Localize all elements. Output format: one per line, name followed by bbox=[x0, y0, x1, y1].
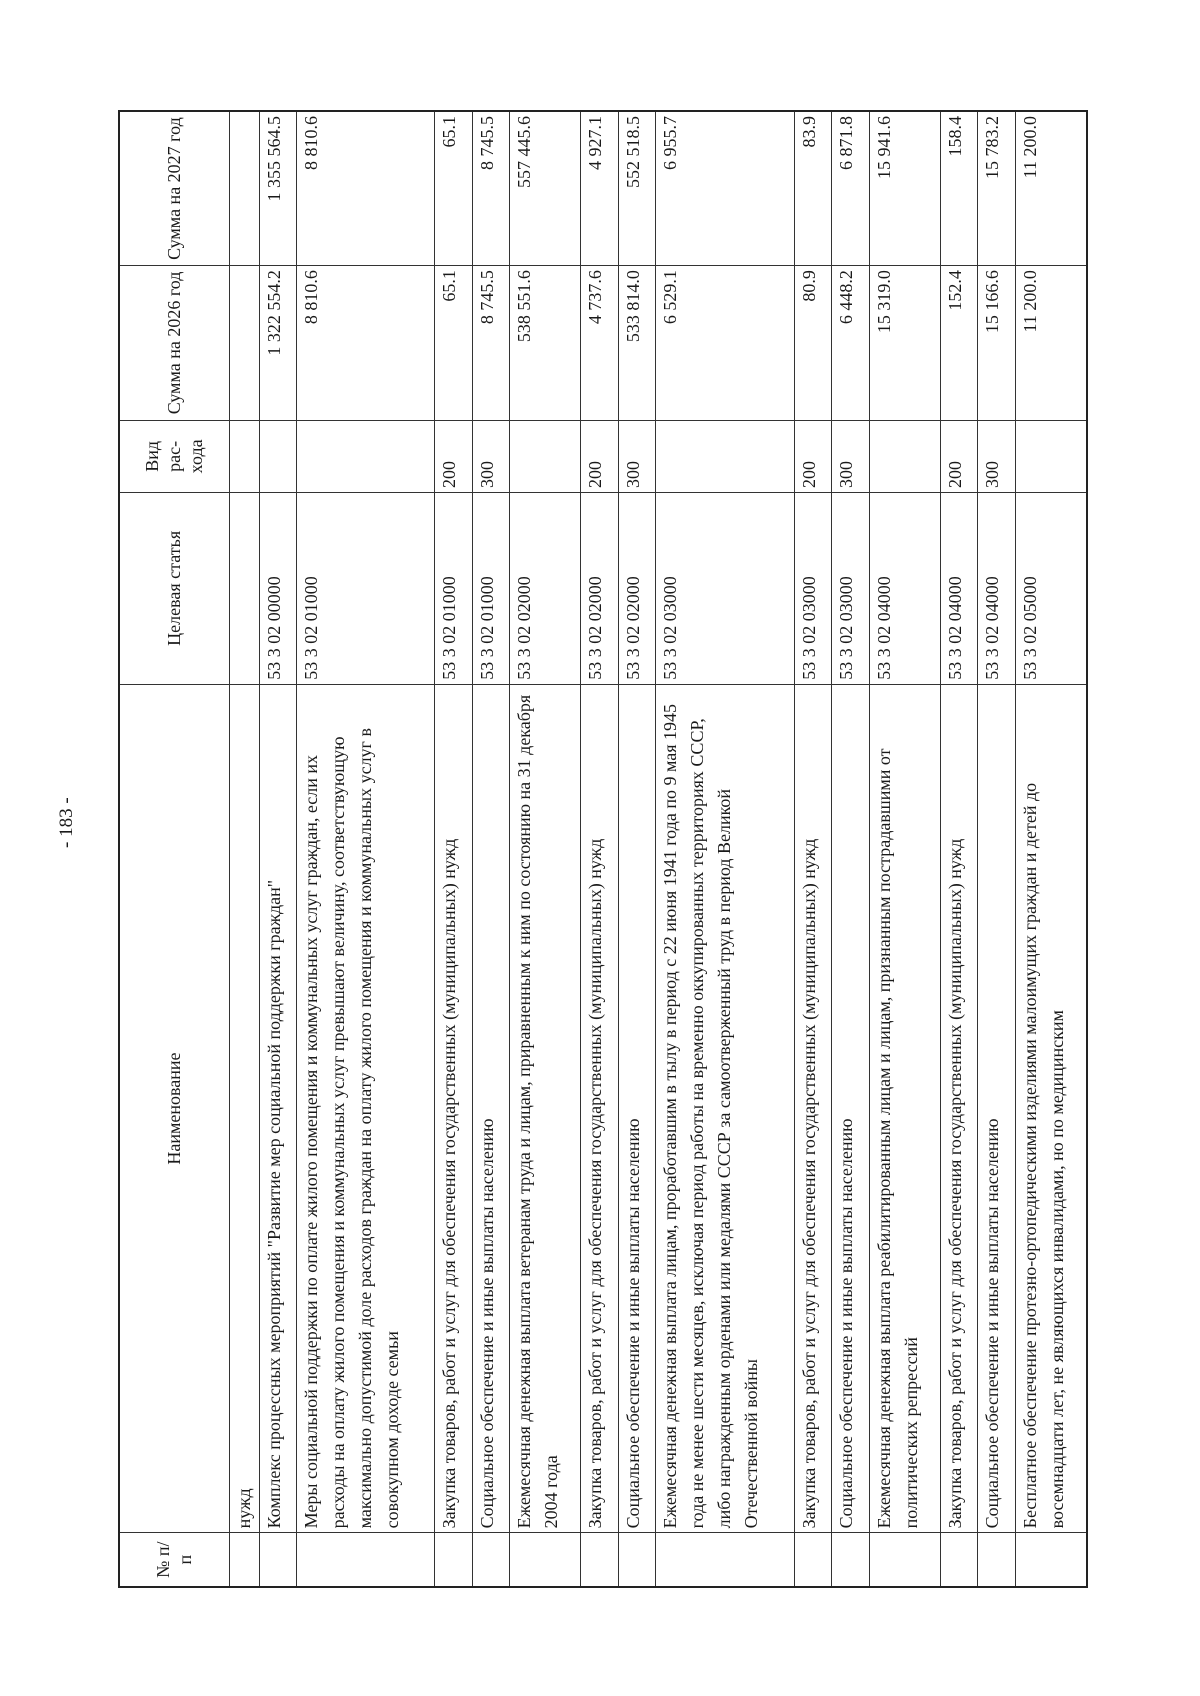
row-sum-2026: 6 529.1 bbox=[656, 266, 795, 421]
header-sum-2027: Сумма на 2027 год bbox=[119, 111, 229, 266]
table-row bbox=[510, 111, 581, 1587]
row-sum-2026: 8 745.5 bbox=[472, 266, 509, 421]
row-name: Социальное обеспечение и иные выплаты населению bbox=[978, 684, 1015, 1533]
row-num bbox=[229, 1533, 259, 1587]
row-vid: 300 bbox=[618, 420, 655, 492]
row-num bbox=[618, 1533, 655, 1587]
page-number: - 183 - bbox=[56, 797, 77, 848]
row-vid bbox=[296, 420, 435, 492]
row-sum-2026: 15 166.6 bbox=[978, 266, 1015, 421]
row-num bbox=[656, 1533, 795, 1587]
row-sum-2027: 552 518.5 bbox=[618, 111, 655, 266]
row-sum-2026: 11 200.0 bbox=[1015, 266, 1087, 421]
row-vid bbox=[259, 420, 296, 492]
row-vid: 200 bbox=[581, 420, 618, 492]
row-sum-2026: 152.4 bbox=[940, 266, 977, 421]
row-name: Закупка товаров, работ и услуг для обеспечения государственных (муниципальных) нужд bbox=[794, 684, 831, 1533]
row-vid bbox=[1015, 420, 1087, 492]
row-name: Меры социальной поддержки по оплате жилого помещения и коммунальных услуг граждан, если их расходы на оплату жилого помещения и коммунальных услуг превышают величину, соответствующую максимально допустимой доле расходов граждан на оплату жилого помещения и коммунальных услуг в совокупном доходе семьи bbox=[296, 684, 435, 1533]
row-num bbox=[435, 1533, 472, 1587]
row-num bbox=[869, 1533, 940, 1587]
row-sum-2027: 83.9 bbox=[794, 111, 831, 266]
row-sum-2027: 6 871.8 bbox=[832, 111, 869, 266]
row-name: Ежемесячная денежная выплата лицам, проработавшим в тылу в период с 22 июня 1941 года по 9 мая 1945 года не менее шести месяцев, исключая период работы на временно оккупированных территориях СССР, либо награжденным орденами или медалями СССР за самоотверженный труд в период Великой Отечественной войны bbox=[656, 684, 795, 1533]
row-sum-2026: 8 810.6 bbox=[296, 266, 435, 421]
row-name: Ежемесячная денежная выплата реабилитированным лицам и лицам, признанным пострадавшими от политических репрессий bbox=[869, 684, 940, 1533]
table-row bbox=[978, 111, 1015, 1587]
row-name: Закупка товаров, работ и услуг для обеспечения государственных (муниципальных) нужд bbox=[581, 684, 618, 1533]
row-sum-2027: 65.1 bbox=[435, 111, 472, 266]
row-name: Закупка товаров, работ и услуг для обеспечения государственных (муниципальных) нужд bbox=[940, 684, 977, 1533]
row-sum-2026: 4 737.6 bbox=[581, 266, 618, 421]
row-vid bbox=[510, 420, 581, 492]
row-sum-2027: 8 810.6 bbox=[296, 111, 435, 266]
row-name: Закупка товаров, работ и услуг для обеспечения государственных (муниципальных) нужд bbox=[435, 684, 472, 1533]
row-sum-2026: 533 814.0 bbox=[618, 266, 655, 421]
table-row bbox=[296, 111, 435, 1587]
row-code: 53 3 02 03000 bbox=[656, 492, 795, 684]
row-num bbox=[581, 1533, 618, 1587]
row-name: нужд bbox=[229, 684, 259, 1533]
table-row bbox=[832, 111, 869, 1587]
table-row bbox=[869, 111, 940, 1587]
row-code: 53 3 02 04000 bbox=[940, 492, 977, 684]
table-row bbox=[259, 111, 296, 1587]
row-code: 53 3 02 02000 bbox=[581, 492, 618, 684]
row-sum-2026: 15 319.0 bbox=[869, 266, 940, 421]
row-vid: 200 bbox=[435, 420, 472, 492]
row-code: 53 3 02 01000 bbox=[296, 492, 435, 684]
row-num bbox=[794, 1533, 831, 1587]
row-name: Социальное обеспечение и иные выплаты населению bbox=[472, 684, 509, 1533]
row-sum-2027: 4 927.1 bbox=[581, 111, 618, 266]
row-sum-2026: 1 322 554.2 bbox=[259, 266, 296, 421]
row-sum-2027 bbox=[229, 111, 259, 266]
row-name: Социальное обеспечение и иные выплаты населению bbox=[832, 684, 869, 1533]
row-code: 53 3 02 03000 bbox=[794, 492, 831, 684]
row-sum-2027: 15 783.2 bbox=[978, 111, 1015, 266]
row-sum-2026: 65.1 bbox=[435, 266, 472, 421]
row-code: 53 3 02 05000 bbox=[1015, 492, 1087, 684]
table-row bbox=[618, 111, 655, 1587]
row-num bbox=[1015, 1533, 1087, 1587]
row-code: 53 3 02 02000 bbox=[618, 492, 655, 684]
row-num bbox=[259, 1533, 296, 1587]
row-sum-2026: 538 551.6 bbox=[510, 266, 581, 421]
table-row bbox=[435, 111, 472, 1587]
row-code: 53 3 02 01000 bbox=[435, 492, 472, 684]
header-vid: Вид рас-хода bbox=[119, 420, 229, 492]
row-num bbox=[940, 1533, 977, 1587]
table-row bbox=[581, 111, 618, 1587]
row-sum-2027: 8 745.5 bbox=[472, 111, 509, 266]
row-vid bbox=[656, 420, 795, 492]
rotated-table-container bbox=[118, 110, 1088, 1588]
header-target: Целевая статья bbox=[119, 492, 229, 684]
table-row bbox=[472, 111, 509, 1587]
row-vid: 300 bbox=[832, 420, 869, 492]
budget-table bbox=[118, 110, 1088, 1588]
header-num: № п/п bbox=[119, 1533, 229, 1587]
row-sum-2026: 80.9 bbox=[794, 266, 831, 421]
row-num bbox=[832, 1533, 869, 1587]
row-sum-2027: 6 955.7 bbox=[656, 111, 795, 266]
table-row bbox=[229, 111, 259, 1587]
row-sum-2027: 557 445.6 bbox=[510, 111, 581, 266]
row-code: 53 3 02 02000 bbox=[510, 492, 581, 684]
row-code: 53 3 02 04000 bbox=[978, 492, 1015, 684]
row-num bbox=[296, 1533, 435, 1587]
row-num bbox=[510, 1533, 581, 1587]
table-row bbox=[1015, 111, 1087, 1587]
row-num bbox=[978, 1533, 1015, 1587]
row-sum-2027: 11 200.0 bbox=[1015, 111, 1087, 266]
table-header-row bbox=[119, 111, 229, 1587]
row-vid: 300 bbox=[472, 420, 509, 492]
row-num bbox=[472, 1533, 509, 1587]
row-name: Бесплатное обеспечение протезно-ортопедическими изделиями малоимущих граждан и детей до восемнадцати лет, не являющихся инвалидами, но по медицинским bbox=[1015, 684, 1087, 1533]
row-code: 53 3 02 00000 bbox=[259, 492, 296, 684]
table-row bbox=[656, 111, 795, 1587]
row-vid bbox=[229, 420, 259, 492]
row-sum-2026: 6 448.2 bbox=[832, 266, 869, 421]
row-sum-2027: 158.4 bbox=[940, 111, 977, 266]
row-name: Ежемесячная денежная выплата ветеранам труда и лицам, приравненным к ним по состоянию на 31 декабря 2004 года bbox=[510, 684, 581, 1533]
row-code: 53 3 02 04000 bbox=[869, 492, 940, 684]
row-sum-2026 bbox=[229, 266, 259, 421]
row-code: 53 3 02 03000 bbox=[832, 492, 869, 684]
row-code bbox=[229, 492, 259, 684]
header-name: Наименование bbox=[119, 684, 229, 1533]
header-sum-2026: Сумма на 2026 год bbox=[119, 266, 229, 421]
table-row bbox=[940, 111, 977, 1587]
row-sum-2027: 15 941.6 bbox=[869, 111, 940, 266]
row-name: Социальное обеспечение и иные выплаты населению bbox=[618, 684, 655, 1533]
row-vid bbox=[869, 420, 940, 492]
row-vid: 200 bbox=[794, 420, 831, 492]
table-row bbox=[794, 111, 831, 1587]
row-code: 53 3 02 01000 bbox=[472, 492, 509, 684]
row-sum-2027: 1 355 564.5 bbox=[259, 111, 296, 266]
row-vid: 300 bbox=[978, 420, 1015, 492]
row-name: Комплекс процессных мероприятий "Развитие мер социальной поддержки граждан" bbox=[259, 684, 296, 1533]
row-vid: 200 bbox=[940, 420, 977, 492]
